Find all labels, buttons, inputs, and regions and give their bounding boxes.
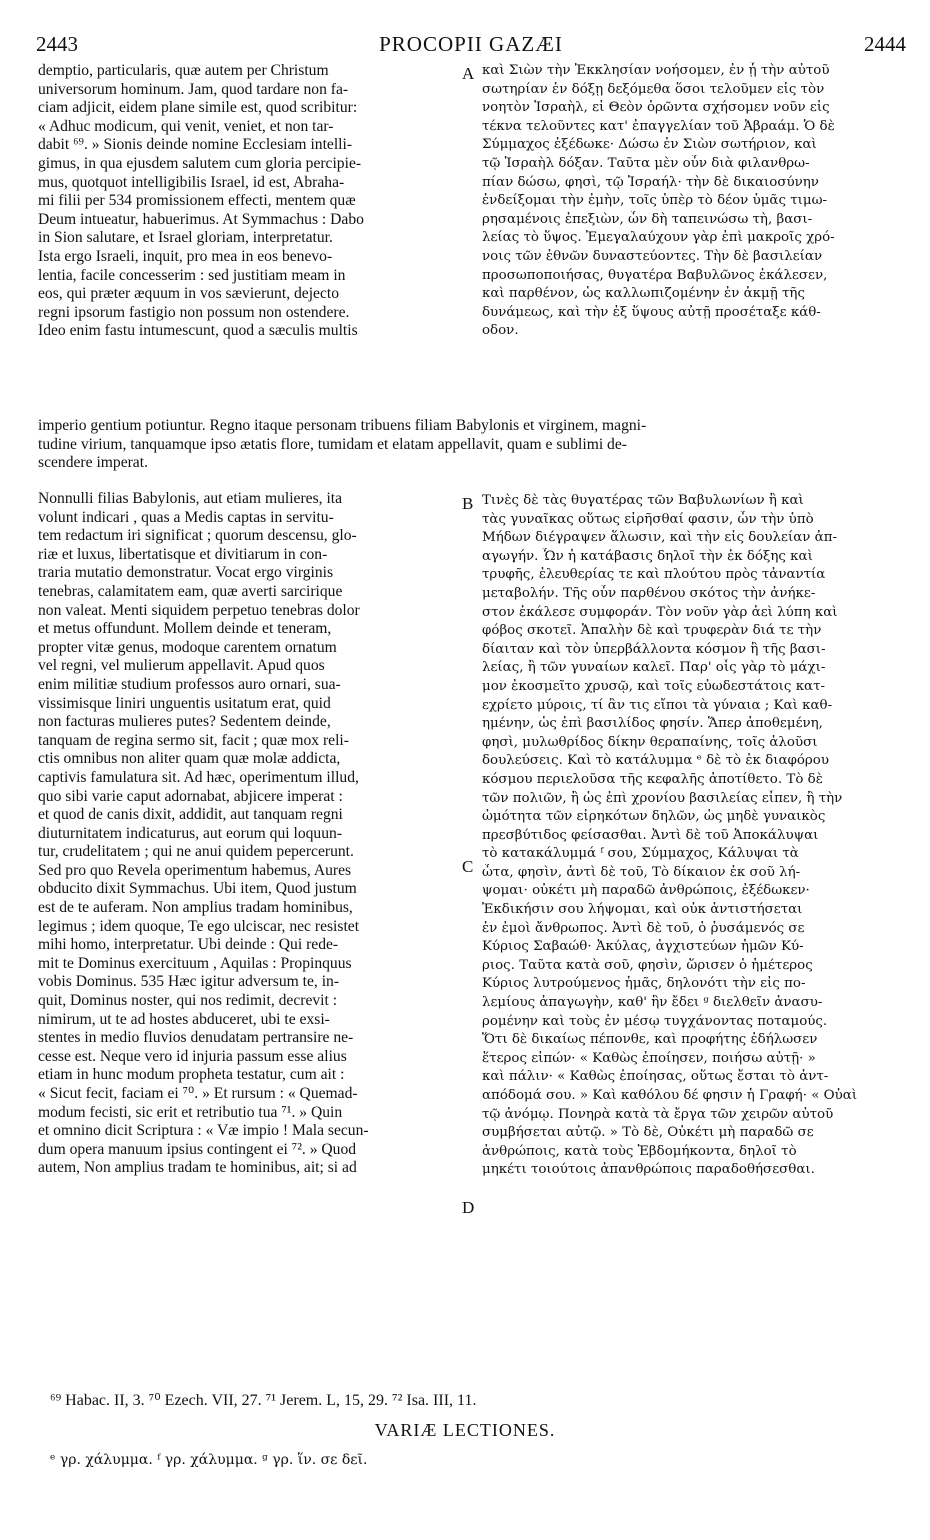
section-marker-b: B (462, 494, 474, 513)
greek-line: νοις τῶν ἐθνῶν δυναστεύοντες. Τὴν δὲ βασιλείαν (482, 248, 823, 264)
greek-line: τῷ Ἰσραὴλ δόξαν. Ταῦτα μὲν οὖν διὰ φιλανθρω- (482, 155, 810, 171)
greek-line: φησὶ, μυλωθρίδος δίκην θεραπαίνης, τοῖς ἁλοῦσι (482, 734, 818, 750)
latin-line: cesse est. Neque vero id injuria passum esse alius (38, 1047, 347, 1065)
greek-line: προσωποποιήσας, θυγατέρα Βαβυλῶνος ἐκάλεσεν, (482, 267, 828, 283)
greek-line: οδον. (482, 323, 519, 339)
greek-line: Κύριος Σαβαώθ· Ἀκύλας, ἀγχιστεύων ἡμῶν Κύ- (482, 939, 804, 955)
greek-line: καὶ Σιὼν τὴν Ἐκκλησίαν νοήσομεν, ἐν ᾗ τὴν αὐτοῦ (482, 63, 830, 78)
greek-column-b (482, 492, 902, 1180)
greek-line: ἀνθρώποις, κατὰ τοὺς Ἑβδομήκοντα, δηλοῖ τὸ (482, 1143, 797, 1159)
greek-line: μον ἐκοσμεῖτο χρυσῷ, καὶ τοῖς εὐωδεστάτοις κατ- (482, 678, 826, 694)
latin-line: in Sion salutare, et Israel gloriam, interpretatur. (38, 229, 333, 247)
latin-line: Nonnulli filias Babylonis, aut etiam mulieres, ita (38, 490, 343, 507)
greek-line: καὶ πάλιν· « Καθὼς ἐποίησας, οὕτως ἔσται τὸ ἀντ- (482, 1069, 829, 1085)
latin-line: propter vitæ genus, modoque carentem ornatum (38, 638, 337, 656)
latin-line: vobis Dominus. 535 Hæc igitur adversum te, in- (38, 973, 340, 991)
latin-line: regni ipsorum fastigio non possum non ostendere. (38, 303, 350, 321)
latin-line: est de te auferam. Non amplius tradam hominibus, (38, 899, 353, 917)
latin-line: enim militiæ studium professos auro ornari, sua- (38, 675, 341, 693)
full-width-paragraph (38, 417, 902, 473)
latin-line: tem redactum iri significat ; quorum descensu, glo- (38, 527, 357, 545)
greek-line: ἐν ἐμοὶ ἄνθρωπος. Ἀντὶ δὲ τοῦ, ὁ ῥυσάμενός σε (482, 920, 805, 936)
text-line: scendere imperat. (38, 454, 148, 472)
latin-line: ctis omnibus non aliter quam quæ molæ addicta, (38, 750, 341, 768)
latin-line: Ista ergo Israeli, inquit, pro mea in eos benevo- (38, 247, 333, 265)
latin-line: « Adhuc modicum, qui venit, veniet, et non tar- (38, 117, 334, 135)
greek-line: τέκνα τελοῦντες κατ' ἐπαγγελίαν τοῦ Ἀβραάμ. Ὁ δὲ (482, 118, 835, 134)
greek-line: πίαν δώσω, φησὶ, τῷ Ἰσραήλ· τὴν δὲ δικαιοσύνην (482, 174, 819, 190)
text-line: tudine virium, tanquamque ipso ætatis flore, tumidam et elatam appellavit, quam e sublimi de- (38, 435, 627, 453)
latin-line: dum opera manuum ipsius contingent ei ⁷². » Quod (38, 1140, 357, 1158)
variae-lectiones-lines: ᵉ γρ. χάλυμμα. ᶠ γρ. χάλυμμα. ᵍ γρ. ἵν. σε δεῖ. (50, 1452, 368, 1468)
latin-line: quit, Dominus noster, qui nos redimit, decrevit : (38, 992, 338, 1010)
footnotes: ⁶⁹ Habac. II, 3. ⁷⁰ Ezech. VII, 27. ⁷¹ Jerem. L, 15, 29. ⁷² Isa. III, 11. (50, 1392, 477, 1409)
latin-line: et quod de canis dixit, addidit, aut tanquam regni (38, 806, 343, 824)
section-marker-c: C (462, 857, 474, 876)
greek-line: λεμίους ἀπαγωγὴν, καθ' ἣν ἔδει ᵍ διελθεῖν ἀνασυ- (482, 995, 823, 1011)
greek-line: μηκέτι τοιούτοις ἀπανθρώποις παραδοθήσεσθαι. (482, 1162, 815, 1178)
latin-line: etiam in hunc modum propheta testatur, cum ait : (38, 1066, 345, 1084)
greek-line: ημένην, ὡς ἐπὶ βασιλίδος φησίν. Ἅπερ ἀποθεμένη, (482, 716, 823, 732)
greek-column-a (482, 62, 902, 341)
greek-line: λείας τὸ ὕψος. Ἐμεγαλαύχουν γὰρ ἐπὶ μακροῖς χρό- (482, 230, 835, 246)
greek-line: Ὅτι δὲ δικαίως πέπονθε, καὶ προφήτης ἐδήλωσεν (482, 1032, 818, 1048)
latin-line: diuturnitatem indicaturus, aut eorum qui loquun- (38, 824, 343, 842)
latin-line: captivis famulatura sit. Ad hæc, operimentum illud, (38, 768, 359, 786)
greek-line: τῶν πολιῶν, ἢ ὡς ἐπὶ χρονίου βασιλείας εἶπεν, ἢ τὴν (482, 790, 843, 806)
greek-line: ἕτερος εἰπών· « Καθὼς ἐποίησεν, ποιήσω αὐτῇ· » (482, 1050, 816, 1066)
variae-lectiones-title: VARIÆ LECTIONES. (374, 1420, 556, 1440)
left-page-number: 2443 (36, 32, 78, 56)
greek-line: απόδομά σου. » Καὶ καθόλου δέ φησιν ἡ Γραφή· « Οὐαὶ (482, 1088, 858, 1103)
latin-line: lentia, facile concesserim : sed justitiam meam in (38, 266, 346, 284)
greek-line: συμβήσεται αὐτῷ. » Τὸ δὲ, Οὐκέτι μὴ παραδῶ σε (482, 1125, 814, 1141)
greek-line: αγωγήν. Ὧν ἡ κατάβασις δηλοῖ τὴν ἐκ δόξης καὶ (482, 548, 813, 564)
latin-line: vel regni, vel mulierum appellavit. Apud quos (38, 657, 325, 675)
latin-line: et metus offundunt. Mollem deinde et teneram, (38, 620, 332, 638)
section-marker-a: A (462, 64, 475, 83)
latin-line: riæ et luxus, libertatisque et divitiarum in con- (38, 545, 328, 563)
latin-line: et omnino dicit Scriptura : « Væ impio ! Mala secun- (38, 1122, 369, 1140)
latin-line: demptio, particularis, quæ autem per Christum (38, 62, 329, 79)
latin-line: volunt indicari , quas a Medis captas in servitu- (38, 508, 334, 526)
greek-line: νοητὸν Ἰσραὴλ, εἰ Θεὸν ὁρῶντα σχήσομεν νοῦν εἰς (482, 100, 830, 116)
latin-line: ciam adjicit, eidem plane simile est, quod scribitur: (38, 99, 358, 117)
latin-column-a (38, 62, 456, 341)
latin-line: Ideo enim fastu intumescunt, quod a sæculis multis (38, 322, 358, 340)
latin-line: non valeat. Menti siquidem perpetuo tenebras dolor (38, 601, 360, 619)
latin-line: modum fecisti, sic erit et retributio tua ⁷¹. » Quin (38, 1103, 343, 1121)
latin-line: mi filii per 534 promissionem effecti, mentem quæ (38, 192, 356, 210)
greek-line: λείας, ἢ τῶν γυναίων καλεῖ. Παρ' οἷς γὰρ τὸ μάχι- (482, 660, 826, 676)
greek-line: ρησαμένοις ἐπεξιὼν, ὧν δὴ ταπεινώσω τὴ, βασι- (482, 211, 813, 227)
latin-line: traria mutatio demonstratur. Vocat ergo virginis (38, 564, 334, 582)
text-line: imperio gentium potiuntur. Regno itaque personam tribuens filiam Babylonis et virginem, magni- (38, 417, 647, 434)
latin-line: autem, Non amplius tradam te hominibus, ait; si ad (38, 1159, 357, 1177)
greek-line: τὸ κατακάλυμμά ᶠ σου, Σύμμαχος, Κάλυψαι τὰ (482, 846, 799, 862)
page-title: PROCOPII GAZÆI (379, 32, 563, 56)
latin-line: legimus ; idem quoque, Te ego ulciscar, nec resistet (38, 917, 360, 935)
greek-line: Κύριος λυτρούμενος ἡμᾶς, δηλονότι τὴν εἰς πο- (482, 976, 806, 992)
greek-line: τῷ ἀνόμῳ. Πονηρὰ κατὰ τὰ ἔργα τῶν χειρῶν αὐτοῦ (482, 1106, 834, 1122)
greek-line: ψομαι· οὐκέτι μὴ παραδῶ ἀνθρώποις, ἐξέδωκεν· (482, 883, 810, 899)
greek-line: δουλεύσεις. Καὶ τὸ κατάλυμμα ᵉ δὲ τὸ ἐκ διαφόρου (482, 753, 829, 769)
greek-line: πρεσβύτιδος φείσασθαι. Ἀντὶ δὲ τοῦ Ἀποκάλυψαι (482, 827, 819, 843)
latin-line: « Sicut fecit, faciam ei ⁷⁰. » Et rursum : « Quemad- (38, 1085, 358, 1102)
greek-line: τρυφῆς, ἐλευθερίας τε καὶ πλούτου πρὸς τἀναντία (482, 567, 826, 583)
latin-line: non facturas mulieres putes? Sedentem deinde, (38, 713, 331, 731)
greek-line: καὶ παρθένον, ὡς καλλωπιζομένην ἐν ἀκμῇ τῆς (482, 286, 805, 302)
right-page-number: 2444 (864, 32, 906, 56)
greek-line: ἐνδείξομαι τὴν ἐμὴν, τοῖς ὑπὲρ τὸ δέον ὑμᾶς τιμω- (482, 193, 828, 209)
greek-line: δίαιταν καὶ τὸν ὑπερβάλλοντα κόσμον ἢ τῆς βασι- (482, 641, 826, 657)
running-header (36, 32, 906, 62)
latin-line: quo sibi varie caput adornabat, abjicere imperat : (38, 787, 343, 805)
latin-line: obducito dixit Symmachus. Ubi item, Quod justum (38, 880, 357, 898)
greek-line: Ἐκδικήσιν σου λήψομαι, καὶ οὐκ ἀντιστήσεται (482, 902, 803, 918)
latin-line: nimirum, ut te ad hostes abduceret, ubi te exsi- (38, 1010, 330, 1028)
latin-line: Sed pro quo Revela operimentum habemus, Aures (38, 861, 352, 879)
latin-line: tenebras, calamitatem eam, quæ averti sarcirique (38, 582, 343, 600)
latin-line: tur, crudelitatem ; qui ne anui quidem pepercerunt. (38, 843, 354, 861)
latin-column-b (38, 490, 456, 1178)
greek-line: Μήδων διέγραψεν ἅλωσιν, καὶ τὴν εἰς δουλείαν ἀπ- (482, 530, 838, 546)
latin-line: stentes in medio fluvios denudatam pertransire ne- (38, 1029, 354, 1047)
greek-line: ρομένην καὶ τοὺς ἐν μέσῳ τυγχάνοντας ποταμούς. (482, 1013, 828, 1029)
latin-line: dabit ⁶⁹. » Sionis deinde nomine Ecclesiam intelli- (38, 136, 353, 154)
greek-line: εχρίετο μύροις, τί ἂν τις εἴποι τὰ γύναια ; Καὶ καθ- (482, 697, 833, 713)
greek-line: φόβος σκοτεῖ. Ἁπαλὴν δὲ καὶ τρυφερὰν διά τε τὴν (482, 623, 822, 639)
greek-line: κόσμου περιελοῦσα τῆς κεφαλῆς ἀποτίθετο. Τὸ δὲ (482, 771, 823, 787)
section-marker-d: D (462, 1198, 475, 1217)
greek-line: δυνάμεως, καὶ τὴν ἐξ ὕψους αὐτῇ προσέταξε κάθ- (482, 304, 821, 320)
latin-line: vissimisque liniri unguentis usitatum erat, quid (38, 694, 331, 712)
greek-line: ὦτα, φησὶν, ἀντὶ δὲ τοῦ, Τὸ δίκαιον ἐκ σοῦ λή- (482, 864, 801, 880)
greek-line: σωτηρίαν ἐν δόξῃ δεξόμεθα ὅσοι τελοῦμεν εἰς τὸν (482, 81, 825, 97)
greek-line: Τινὲς δὲ τὰς θυγατέρας τῶν Βαβυλωνίων ἢ καὶ (482, 493, 804, 508)
greek-line: ριος. Ταῦτα κατὰ σοῦ, φησὶν, ὥρισεν ὁ ἡμέτερος (482, 957, 813, 973)
latin-line: mit te Dominus exercituum , Aquilas : Propinquus (38, 954, 352, 972)
latin-line: eos, qui præter æquum in vos sævierunt, dejecto (38, 285, 340, 303)
greek-line: Σύμμαχος ἐξέδωκε· Δώσω ἐν Σιὼν σωτήριον, καὶ (482, 137, 817, 153)
latin-line: gimus, in qua ejusdem salutem cum gloria percipie- (38, 154, 362, 172)
greek-line: μεταβολήν. Τῆς οὖν παρθένου σκότος τὴν ἀνήκε- (482, 585, 816, 601)
latin-line: universorum hominum. Jam, quod tardare non fa- (38, 80, 349, 98)
latin-line: Deum intueatur, habuerimus. At Symmachus : Dabo (38, 210, 364, 228)
greek-line: ὠμότητα τῶν εἰρηκότων δηλῶν, ὡς μηδὲ γυναικὸς (482, 809, 826, 825)
latin-line: mus, quotquot intelligibilis Israel, id est, Abraha- (38, 173, 345, 191)
greek-line: στον ἐκάλεσε συμφοράν. Τὸν νοῦν γὰρ ἀεὶ λύπη καὶ (482, 604, 838, 620)
latin-line: tanquam de regina sermo sit, facit ; quæ mox reli- (38, 731, 349, 749)
latin-line: mihi homo, interpretatur. Ubi deinde : Qui rede- (38, 936, 339, 954)
greek-line: τὰς γυναῖκας οὕτως εἰρῆσθαί φασιν, ὧν τὴν ὑπὸ (482, 511, 814, 527)
